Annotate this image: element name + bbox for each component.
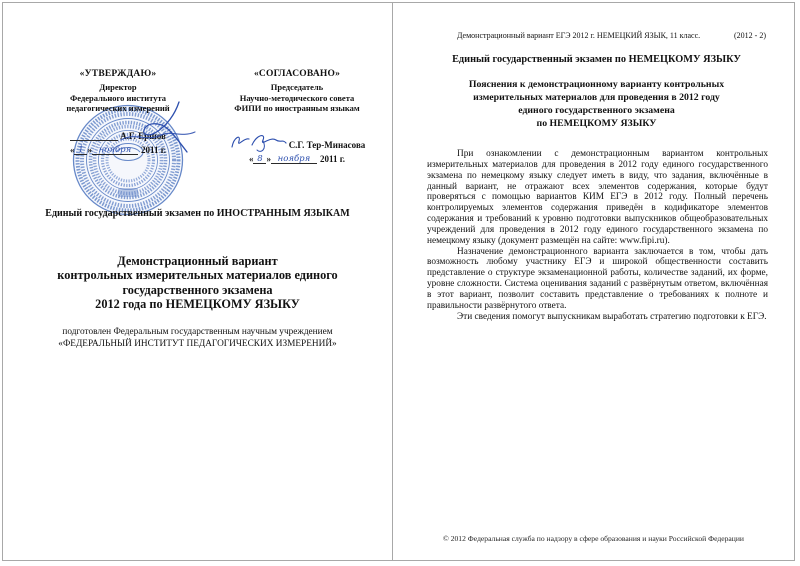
page-explanations [393,3,794,560]
exam-subject-line: Единый государственный экзамен по ИНОСТРАННЫМ ЯЗЫКАМ [45,208,350,219]
subtitle-line3: единого государственного экзамена [518,105,675,116]
open-quote: « [69,144,75,155]
document-spread [2,2,795,561]
paragraph-1: При ознакомлении с демонстрационным вариантом контрольных измерительных материалов для проведения в 2012 году единого государственного экзамена по немецкому языку следует иметь в виду, что задания, включённые в данный вариант, не отражают всех элементов содержания, которые будут проверяться с помощью вариантов КИМ ЕГЭ в 2012 году. Полный перечень контролируемых элементов содержания приведён в кодификаторе элементов содержания и требований к уровню подготовки выпускников общеобразовательных учреждений для проведения в 2012 году единого государственного экзамена по немецкому языку (документ размещён на сайте: www.fipi.ru). [427,149,768,246]
main-title-line1: Демонстрационный вариант [117,254,278,268]
main-title-line4: 2012 года по НЕМЕЦКОМУ ЯЗЫКУ [95,296,300,311]
close-quote: » [266,153,271,164]
agree-role: Председатель [270,82,324,92]
agree-date-line [211,154,383,164]
open-quote: « [248,153,254,164]
approve-role: Директор [99,82,137,92]
agree-org-line2: ФИПИ по иностранным языкам [234,103,360,113]
main-title [3,254,392,311]
close-quote: » [87,144,92,155]
running-header-left: Демонстрационный вариант ЕГЭ 2012 г. НЕМЕЦКИЙ ЯЗЫК, 11 класс. [457,31,701,40]
prepared-by-line1: подготовлен Федеральным государственным научным учреждением [62,327,333,337]
agree-heading: «СОГЛАСОВАНО» [253,69,341,79]
approve-org-line2: педагогических измерений [66,103,170,113]
agree-signer-name: С.Г. Тер-Минасова [288,139,366,150]
handwritten-month: ноября [271,154,317,164]
paragraph-3: Эти сведения помогут выпускникам выработать стратегию подготовки к ЕГЭ. [457,311,767,322]
agree-column [211,69,383,164]
approve-org-line1: Федерального института [69,92,166,103]
agree-org-line1: Научно-методического совета [239,92,355,103]
subtitle-line2: измерительных материалов для проведения в 2012 году [473,92,720,103]
approve-year: 2011 г. [140,144,167,155]
subtitle-line1: Пояснения к демонстрационному варианту контрольных [468,79,725,90]
approve-signer-name: А.Г. Ершов [120,130,166,141]
agree-signature-block [211,131,383,164]
agree-year: 2011 г. [319,153,346,164]
page-title [3,3,393,560]
running-header [457,31,766,40]
chairman-signature [229,131,287,155]
paragraph-2: Назначение демонстрационного варианта заключается в том, чтобы дать возможность любому участнику ЕГЭ и широкой общественности составить представление о структуре экзаменационной работы, количестве заданий, их форме, уровне сложности. Система оценивания заданий с развёрнутым ответом, включённая в этот вариант, позволит составить представление о требованиях к полноте и правильности развёрнутого ответа. [427,246,768,311]
running-header-page-code: (2012 - 2) [734,31,766,40]
main-title-line3: государственного экзамена [122,282,273,297]
body-text [427,149,768,323]
subtitle-line4: по НЕМЕЦКОМУ ЯЗЫКУ [536,118,657,129]
main-title-line2: контрольных измерительных материалов единого [57,268,338,283]
exam-title: Единый государственный экзамен по НЕМЕЦКОМУ ЯЗЫКУ [452,54,741,65]
prepared-by-line2: «ФЕДЕРАЛЬНЫЙ ИНСТИТУТ ПЕДАГОГИЧЕСКИХ ИЗМЕРЕНИЙ» [58,338,337,349]
handwritten-day: 1 [74,145,87,155]
copyright-footer: © 2012 Федеральная служба по надзору в сфере образования и науки Российской Федерации [443,534,744,543]
approve-heading: «УТВЕРЖДАЮ» [79,69,157,79]
signature-rule [70,131,118,141]
handwritten-month: ноября [92,145,138,155]
director-signature [115,100,210,158]
agree-signature-line [211,131,383,150]
explanations-subtitle [413,78,780,130]
handwritten-day: 8 [253,154,266,164]
prepared-by-block [3,327,392,350]
